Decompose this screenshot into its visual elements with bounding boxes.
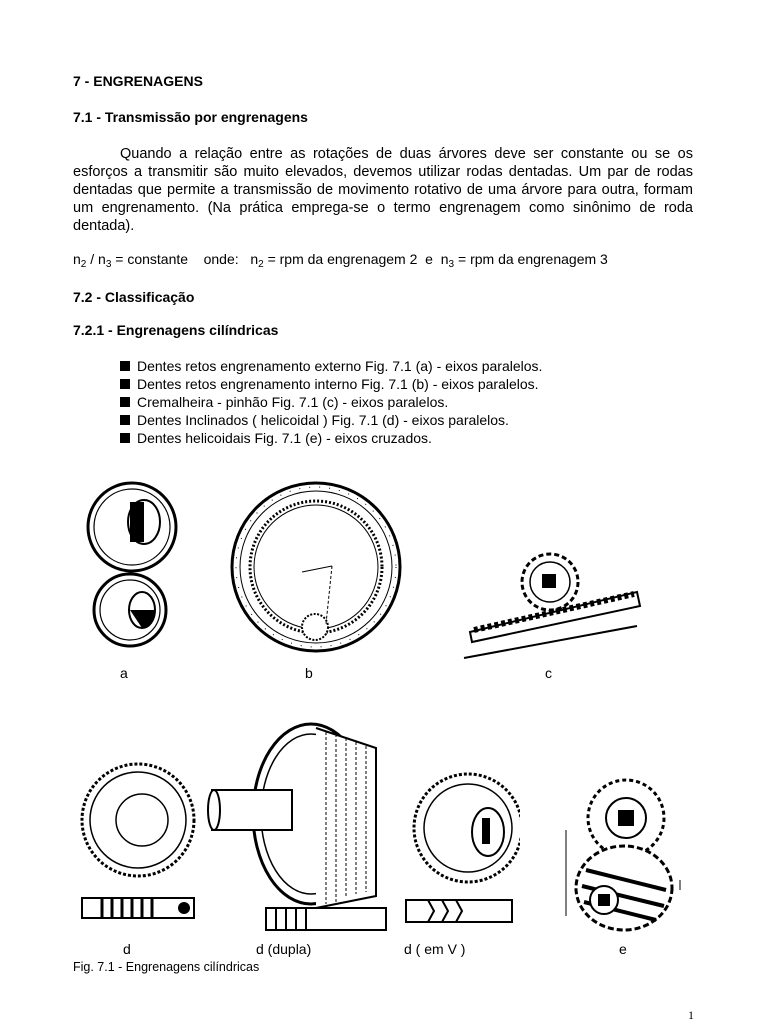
eq-sub: 3 [105,259,112,270]
square-bullet-icon [120,397,130,407]
figure-a-label: a [120,665,128,681]
figure-b-internal-gear [222,474,408,664]
eq-n: n [250,251,259,267]
section-72-title: 7.2 - Classificação [73,289,195,305]
eq-text: / [86,251,99,267]
list-item-text: Dentes retos engrenamento interno Fig. 7.1 (b) - eixos paralelos. [137,376,539,392]
list-item-text: Cremalheira - pinhão Fig. 7.1 (c) - eixos paralelos. [137,394,449,410]
eq-sub: 2 [258,259,264,270]
square-bullet-icon [120,433,130,443]
list-item [120,429,542,447]
eq-n: n [98,251,106,267]
eq-sub: 2 [80,259,87,270]
eq-text: = constante onde: [111,251,251,267]
rpm-equation [73,251,608,270]
square-bullet-icon [120,379,130,389]
figure-b-label: b [305,665,313,681]
figure-a-external-spur-gears [72,462,182,662]
figure-e-label: e [619,941,627,957]
section-721-title: 7.2.1 - Engrenagens cilíndricas [73,322,279,338]
section-71-title: 7.1 - Transmissão por engrenagens [73,109,308,125]
list-item [120,393,542,411]
eq-sub: 3 [448,259,455,270]
figure-c-rack-pinion [462,540,662,662]
figure-d-label: d [123,941,131,957]
classification-list [120,357,542,447]
eq-text: = rpm da engrenagem 3 [454,251,608,267]
list-item [120,411,542,429]
figure-caption: Fig. 7.1 - Engrenagens cilíndricas [73,960,260,974]
list-item-text: Dentes Inclinados ( helicoidal ) Fig. 7.1 (d) - eixos paralelos. [137,412,509,428]
section-71-paragraph: Quando a relação entre as rotações de duas árvores deve ser constante ou se os esforços a transmitir são muito elevados, devemos utilizar rodas dentadas. Um par de rodas dentadas que permite a transmissão de movimento rotativo de uma árvore para outra, formam um engrenamento. (Na prática emprega-se o termo engrenagem como sinônimo de roda dentada). [73,146,693,234]
list-item-text: Dentes helicoidais Fig. 7.1 (e) - eixos cruzados. [137,430,432,446]
figure-e-crossed-helical-gears [556,770,686,940]
chapter-title: 7 - ENGRENAGENS [73,73,203,89]
figure-c-label: c [545,665,552,681]
eq-text: = rpm da engrenagem 2 e [263,251,441,267]
figure-d-em-v-label: d ( em V ) [404,941,466,957]
list-item [120,357,542,375]
page-number: 1 [688,1008,694,1022]
figure-d-helical-gears [72,748,198,940]
list-item-text: Dentes retos engrenamento externo Fig. 7.1 (a) - eixos paralelos. [137,358,543,374]
square-bullet-icon [120,361,130,371]
figure-d-dupla-label: d (dupla) [256,941,312,957]
list-item [120,375,542,393]
figure-d-herringbone-gear [402,752,520,940]
figure-d-double-helical-gear [206,718,390,940]
eq-n: n [440,251,449,267]
eq-n: n [73,251,81,267]
square-bullet-icon [120,415,130,425]
